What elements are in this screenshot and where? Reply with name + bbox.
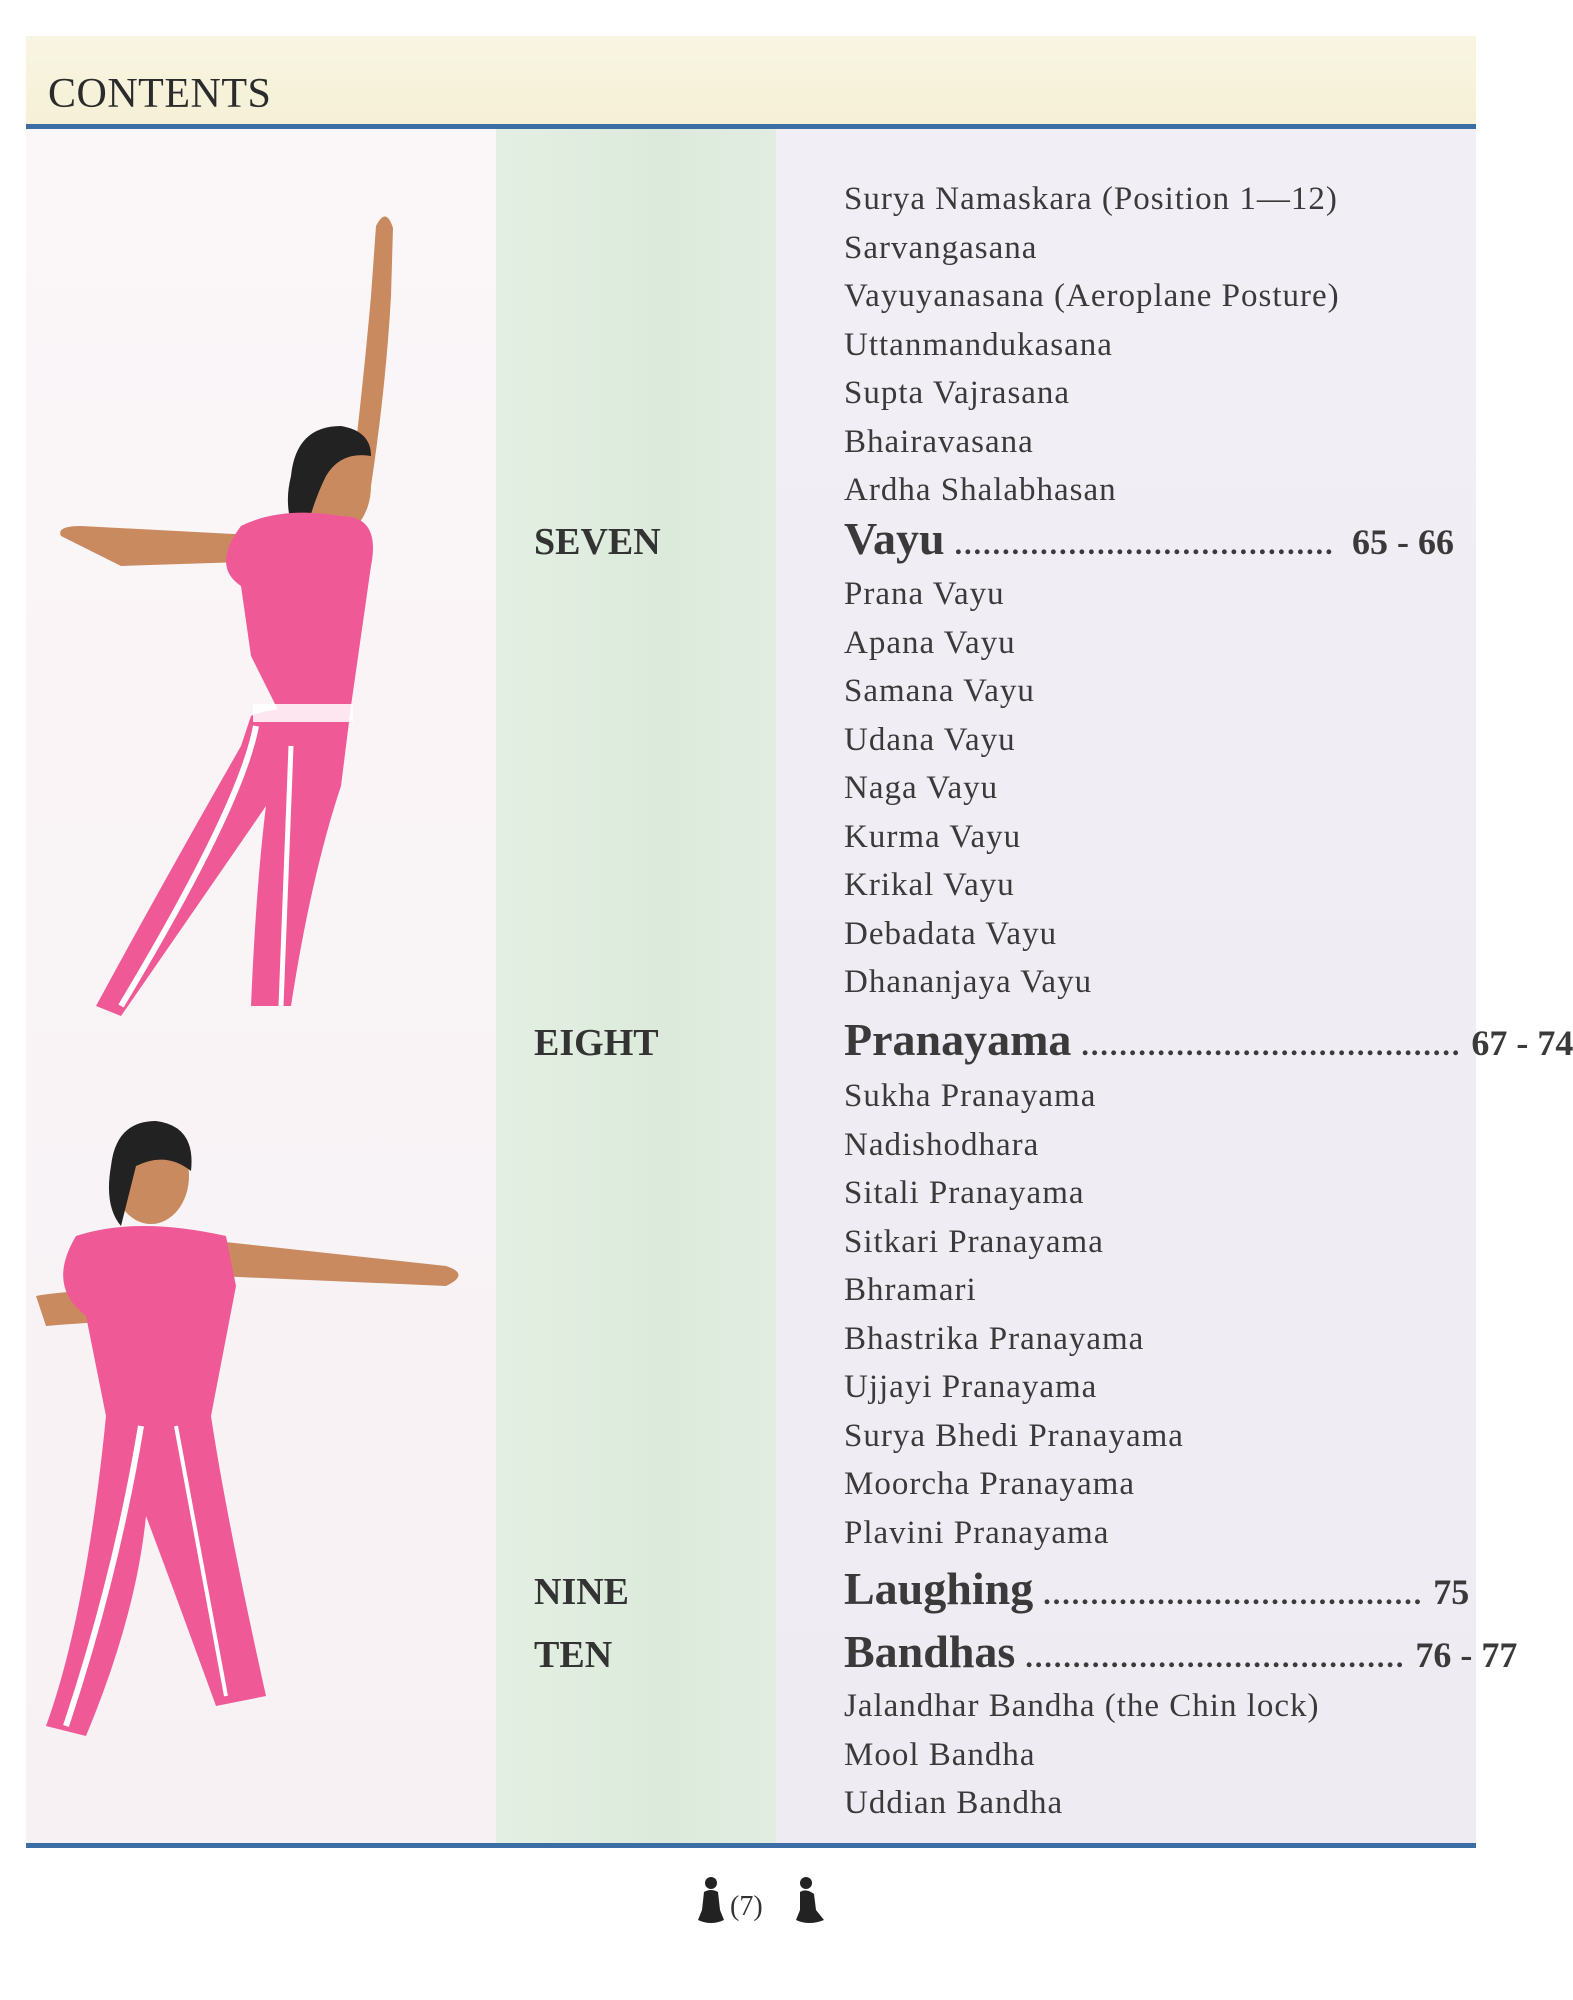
topic-item[interactable]: Sukha Pranayama bbox=[844, 1078, 1097, 1114]
topic-item[interactable]: Sitkari Pranayama bbox=[844, 1223, 1104, 1260]
chapter-title: Laughing bbox=[844, 1563, 1034, 1614]
chapter-number: SEVEN bbox=[534, 521, 661, 563]
topic-item[interactable]: Moorcha Pranayama bbox=[844, 1466, 1135, 1502]
chapter-number: EIGHT bbox=[534, 1022, 659, 1064]
chapter-heading[interactable] bbox=[844, 1625, 1518, 1678]
topic-item[interactable]: Supta Vajrasana bbox=[844, 375, 1071, 411]
topic-item[interactable]: Dhananjaya Vayu bbox=[844, 964, 1093, 1000]
topic-item[interactable]: Plavini Pranayama bbox=[844, 1514, 1110, 1551]
leader-dots: ........................................ bbox=[1025, 1641, 1406, 1674]
page-number: (7) bbox=[730, 1891, 763, 1922]
contents-page bbox=[26, 36, 1573, 1931]
topic-item[interactable]: Krikal Vayu bbox=[844, 867, 1015, 903]
topic-item[interactable]: Vayuyanasana (Aeroplane Posture) bbox=[844, 278, 1340, 314]
topic-item[interactable]: Uddian Bandha bbox=[844, 1785, 1064, 1821]
topic-item[interactable]: Udana Vayu bbox=[844, 721, 1016, 758]
meditation-figure-icon bbox=[694, 1876, 728, 1926]
page-range: 65 - 66 bbox=[1352, 522, 1454, 562]
topic-item[interactable]: Debadata Vayu bbox=[844, 915, 1058, 952]
chapter-title: Bandhas bbox=[844, 1626, 1016, 1677]
yoga-figure-bottom bbox=[26, 1096, 496, 1816]
leader-dots: ........................................ bbox=[1081, 1029, 1462, 1062]
topic-item[interactable]: Bhairavasana bbox=[844, 423, 1034, 460]
meditation-figure-icon bbox=[792, 1876, 826, 1926]
page-range: 67 - 74 bbox=[1471, 1023, 1573, 1063]
topic-item[interactable]: Prana Vayu bbox=[844, 576, 1005, 612]
topic-item[interactable]: Bhramari bbox=[844, 1272, 977, 1308]
leader-dots: ........................................ bbox=[1043, 1578, 1424, 1611]
topic-item[interactable]: Sarvangasana bbox=[844, 229, 1038, 266]
chapter-number: TEN bbox=[534, 1634, 613, 1676]
yoga-figure-top bbox=[41, 186, 481, 1106]
topic-item[interactable]: Nadishodhara bbox=[844, 1126, 1040, 1163]
chapter-heading[interactable] bbox=[844, 512, 1454, 565]
topic-item[interactable]: Samana Vayu bbox=[844, 673, 1035, 709]
leader-dots: ........................................ bbox=[954, 528, 1335, 561]
chapter-title: Vayu bbox=[844, 513, 945, 564]
topic-item[interactable]: Jalandhar Bandha (the Chin lock) bbox=[844, 1688, 1320, 1724]
chapter-heading[interactable] bbox=[844, 1562, 1470, 1615]
page-title: CONTENTS bbox=[48, 71, 272, 117]
topic-item[interactable]: Ujjayi Pranayama bbox=[844, 1369, 1098, 1405]
chapter-heading[interactable] bbox=[844, 1013, 1573, 1066]
topic-item[interactable]: Ardha Shalabhasan bbox=[844, 472, 1117, 508]
topic-item[interactable]: Apana Vayu bbox=[844, 624, 1016, 661]
topic-item[interactable]: Uttanmandukasana bbox=[844, 326, 1113, 363]
topic-item[interactable]: Naga Vayu bbox=[844, 770, 999, 806]
chapter-number: NINE bbox=[534, 1571, 630, 1613]
header-bar bbox=[26, 36, 1476, 124]
topic-item[interactable]: Sitali Pranayama bbox=[844, 1175, 1085, 1211]
topic-item[interactable]: Surya Namaskara (Position 1—12) bbox=[844, 181, 1338, 217]
page-range: 75 bbox=[1433, 1572, 1470, 1612]
topic-item[interactable]: Bhastrika Pranayama bbox=[844, 1320, 1145, 1357]
topic-item[interactable]: Mool Bandha bbox=[844, 1736, 1036, 1773]
chapter-title: Pranayama bbox=[844, 1014, 1072, 1065]
topic-item[interactable]: Kurma Vayu bbox=[844, 818, 1022, 855]
page-range: 76 - 77 bbox=[1415, 1635, 1518, 1675]
topic-item[interactable]: Surya Bhedi Pranayama bbox=[844, 1417, 1184, 1454]
